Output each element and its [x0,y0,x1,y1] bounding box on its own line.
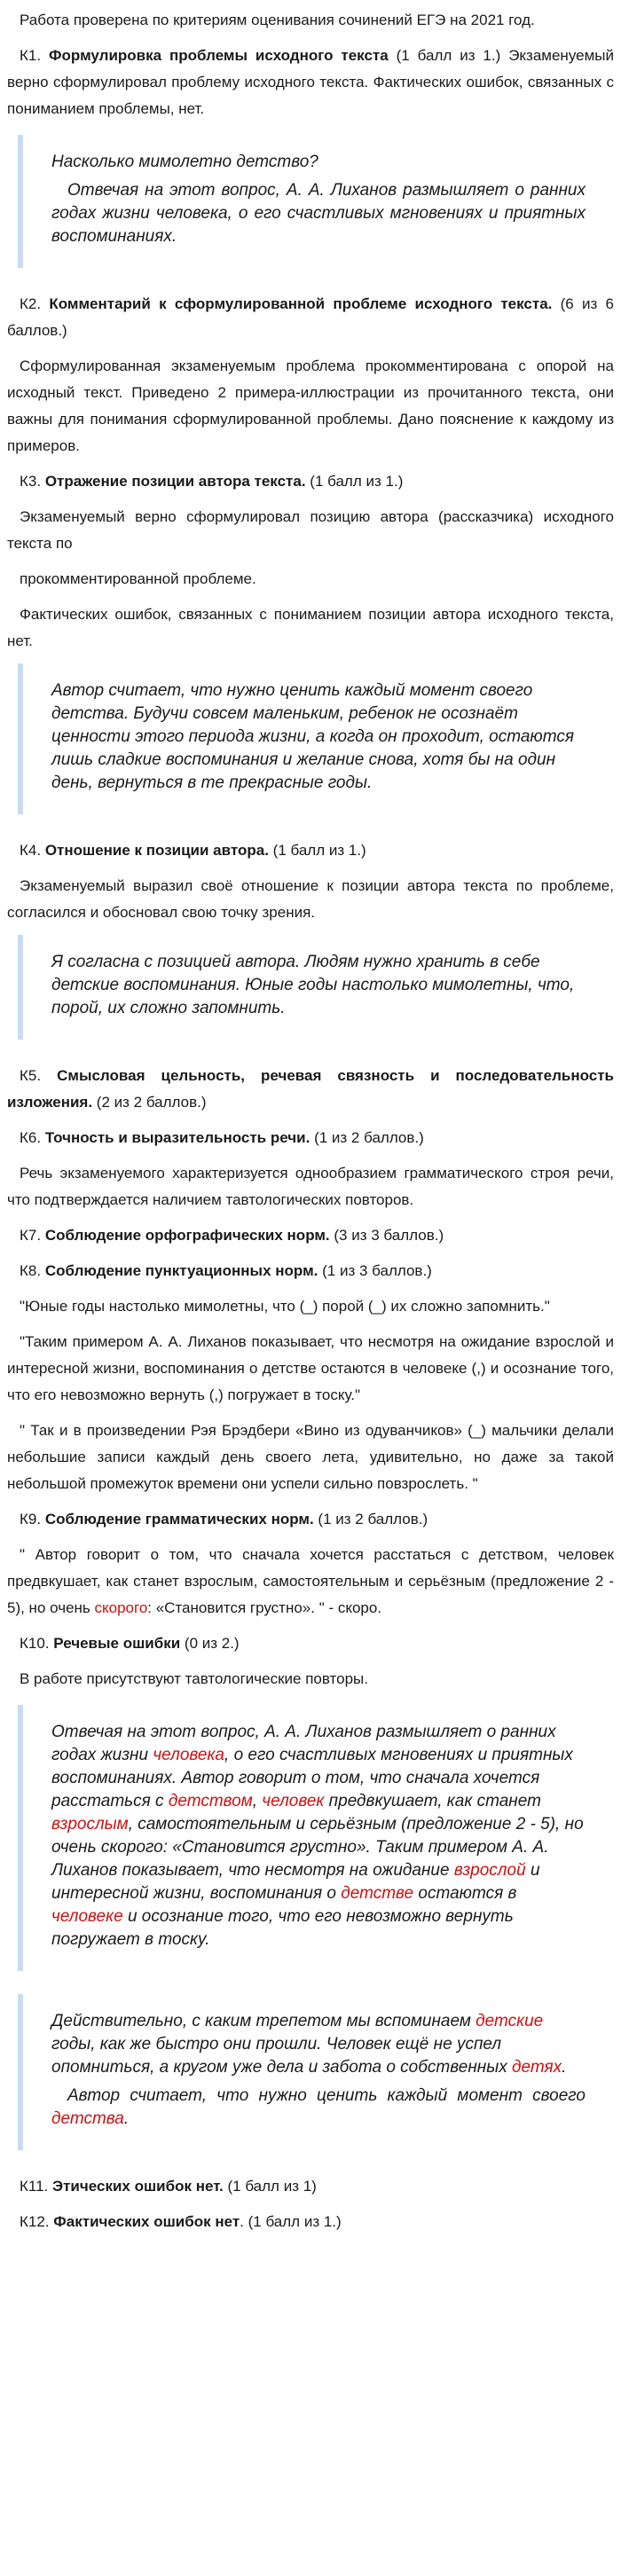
quote-text: . [562,2058,567,2077]
grammar-error-example [7,1542,614,1622]
criterion-k8 [7,1258,614,1284]
criterion-k3-comment-facts: Фактических ошибок, связанных с пониманием позиции автора исходного текста, нет. [7,606,614,649]
repeated-word: детством [168,1792,253,1810]
highlighted-error: скорого [94,1599,148,1616]
criterion-score: (1 балл из 1) [227,2178,317,2195]
criterion-k4-comment: Экзаменуемый выразил своё отношение к позиции автора текста по проблеме, согласился и обосновал свою точку зрения. [7,877,614,921]
criterion-title: Соблюдение орфографических норм. [44,1227,330,1244]
criterion-k7 [7,1222,614,1249]
repeated-word: взрослым [51,1815,129,1834]
repeated-word: человека [153,1746,225,1764]
criterion-number: К1. [20,47,42,64]
intro-text: Работа проверена по критериям оценивания сочинений ЕГЭ на 2021 год. [20,12,535,28]
quote-text: годы, как же быстро они прошли. Человек ещё не успел опомниться, а кругом уже дела и забота о собственных [51,2035,512,2077]
repeated-word: человеке [51,1907,123,1926]
criterion-number: К5. [20,1067,42,1084]
quote-line: Отвечая на этот вопрос, А. А. Лиханов размышляет о ранних годах жизни человека, о его счастливых мгновениях и приятных воспоминаниях. [51,181,586,246]
criterion-k6 [7,1125,614,1151]
criterion-number: К2. [20,295,42,312]
criterion-title: Этических ошибок нет. [52,2178,224,2195]
criterion-title: Комментарий к сформулированной проблеме исходного текста. [49,295,553,312]
essay-quote-problem [18,135,614,268]
quote-text: остаются в [413,1884,517,1903]
criterion-k12 [7,2209,614,2235]
repeated-word: детстве [341,1884,414,1903]
essay-quote-own-position [18,935,614,1040]
punctuation-error-example: "Юные годы настолько мимолетны, что (_) порой (_) их сложно запомнить." [20,1298,550,1315]
repeated-word: человек [262,1792,325,1810]
criterion-score: (1 из 2 баллов.) [314,1129,424,1146]
repeated-word: детства [51,2109,124,2128]
criterion-number: К4. [20,842,42,859]
criterion-score: (0 из 2.) [184,1635,240,1652]
criterion-k1 [7,43,614,122]
criterion-score: (2 из 2 баллов.) [96,1094,207,1111]
quote-text: . [123,2109,130,2128]
quote-text: Действительно, с каким трепетом мы вспоминаем [51,2012,476,2030]
quote-text: , самостоятельным и серьёзным (предложение 2 - 5), но очень скорого: «Становится грустно». Таким примером А. А. Лиханов показывает, что несмотря на ожидание [51,1815,584,1880]
quote-text: и осознание того, что его невозможно вернуть погружает в тоску. [51,1907,514,1949]
criterion-number: К9. [20,1511,42,1528]
quote-paragraph [51,1721,586,1952]
criterion-score: (1 из 2 баллов.) [318,1511,428,1528]
criterion-title: Отражение позиции автора текста. [44,473,306,490]
criterion-k3-comment: Экзаменуемый верно сформулировал позицию автора (рассказчика) исходного текста по [7,508,614,552]
quote-text: , о его счастливых мгновениях и приятных воспоминаниях. Автор говорит о том, что сначала хочется расстаться с [51,1746,573,1810]
criterion-number: К12. [20,2213,50,2230]
quote-text: и интересной жизни, воспоминания о [51,1861,540,1903]
quote-text: Отвечая на этот вопрос, А. А. Лиханов размышляет о ранних годах жизни [51,1723,556,1764]
criterion-score: (6 из 6 баллов.) [7,295,614,339]
repeated-word: детские [476,2012,544,2030]
criterion-k3-comment-cont: прокомментированной проблеме. [20,570,256,587]
repeated-word: взрослой [453,1861,526,1880]
criterion-number: К6. [20,1129,42,1146]
criterion-score: (1 балл из 1.) [396,47,501,64]
criterion-title: Соблюдение пунктуационных норм. [44,1262,318,1279]
repeated-word: детях [511,2058,562,2077]
criterion-title: Фактических ошибок нет [53,2213,240,2230]
quote-line: Автор считает, что нужно ценить каждый момент своего детства. Будучи совсем маленьким, ребенок не осознаёт ценности этого периода жизни, а когда он проходит, остаются лишь сладкие воспоминания и желание снова, хотя бы на один день, вернуться в те прекрасные годы. [51,681,574,792]
criterion-title: Формулировка проблемы исходного текста [49,47,389,64]
criterion-score: (1 балл из 1.) [272,842,366,859]
criterion-title: Речевые ошибки [53,1635,181,1652]
criterion-k11 [7,2173,614,2200]
criterion-number: К7. [20,1227,42,1244]
example-text: : «Становится грустно». " - скоро. [147,1599,382,1616]
criterion-title: Соблюдение грамматических норм. [44,1511,314,1528]
criterion-title: Смысловая цельность, речевая связность и последовательность изложения. [7,1067,615,1111]
quote-paragraph [51,2010,586,2079]
criterion-k9 [7,1506,614,1533]
quote-line: Я согласна с позицией автора. Людям нужно хранить в себе детские воспоминания. Юные годы настолько мимолетны, что, порой, их сложно запомнить. [51,953,575,1017]
quote-text: предвкушает, как станет [324,1792,541,1810]
criterion-k4 [7,837,614,864]
criterion-comment: Экзаменуемый верно сформулировал проблему исходного текста. Фактических ошибок, связанных с пониманием проблемы, нет. [7,47,614,117]
criterion-k10-comment: В работе присутствуют тавтологические повторы. [20,1670,368,1687]
essay-quote-speech-errors [18,1705,614,1971]
essay-quote-author-position [18,664,614,814]
quote-paragraph [51,2085,586,2131]
criterion-number: К10. [20,1635,50,1652]
criterion-k10 [7,1630,614,1657]
criterion-score: (1 балл из 1.) [310,473,404,490]
punctuation-error-example: " Так и в произведении Рэя Брэдбери «Вино из одуванчиков» (_) мальчики делали небольшие записи каждый день своего лета, удивительно, но даже за такой небольшой промежуток времени они успели сильно повзрослеть. " [7,1422,614,1492]
quote-text: Автор считает, что нужно ценить каждый момент своего [67,2086,586,2105]
essay-quote-speech-errors-2 [18,1994,614,2150]
criterion-k6-comment: Речь экзаменуемого характеризуется однообразием грамматического строя речи, что подтверждается наличием тавтологических повторов. [7,1165,614,1208]
criterion-k3 [7,468,614,495]
criterion-k2 [7,291,614,344]
criterion-score: (3 из 3 баллов.) [334,1227,444,1244]
punctuation-error-example: "Таким примером А. А. Лиханов показывает, что несмотря на ожидание взрослой и интересной жизни, воспоминания о детстве остаются в человеке (,) и осознание того, что его невозможно вернуть (,) погружает в тоску." [7,1333,614,1403]
criterion-title: Точность и выразительность речи. [44,1129,310,1146]
criterion-number: К11. [20,2178,49,2195]
criterion-score: . (1 балл из 1.) [240,2213,342,2230]
quote-text: , [252,1792,263,1810]
criterion-score: (1 из 3 баллов.) [322,1262,432,1279]
criterion-title: Отношение к позиции автора. [44,842,269,859]
criterion-k2-comment: Сформулированная экзаменуемым проблема прокомментирована с опорой на исходный текст. Приведено 2 примера-иллюстрации из прочитанного текста, они важны для понимания сформулированной проблемы. Дано пояснение к каждому из примеров. [7,357,614,454]
criterion-number: К3. [20,473,42,490]
criterion-number: К8. [20,1262,42,1279]
quote-line: Насколько мимолетно детство? [51,153,318,171]
criterion-k5 [7,1063,614,1116]
example-text: " Автор говорит о том, что сначала хочется расстаться с детством, человек предвкушает, как станет взрослым, самостоятельным и серьёзным (предложение 2 - 5), но очень [7,1546,614,1616]
